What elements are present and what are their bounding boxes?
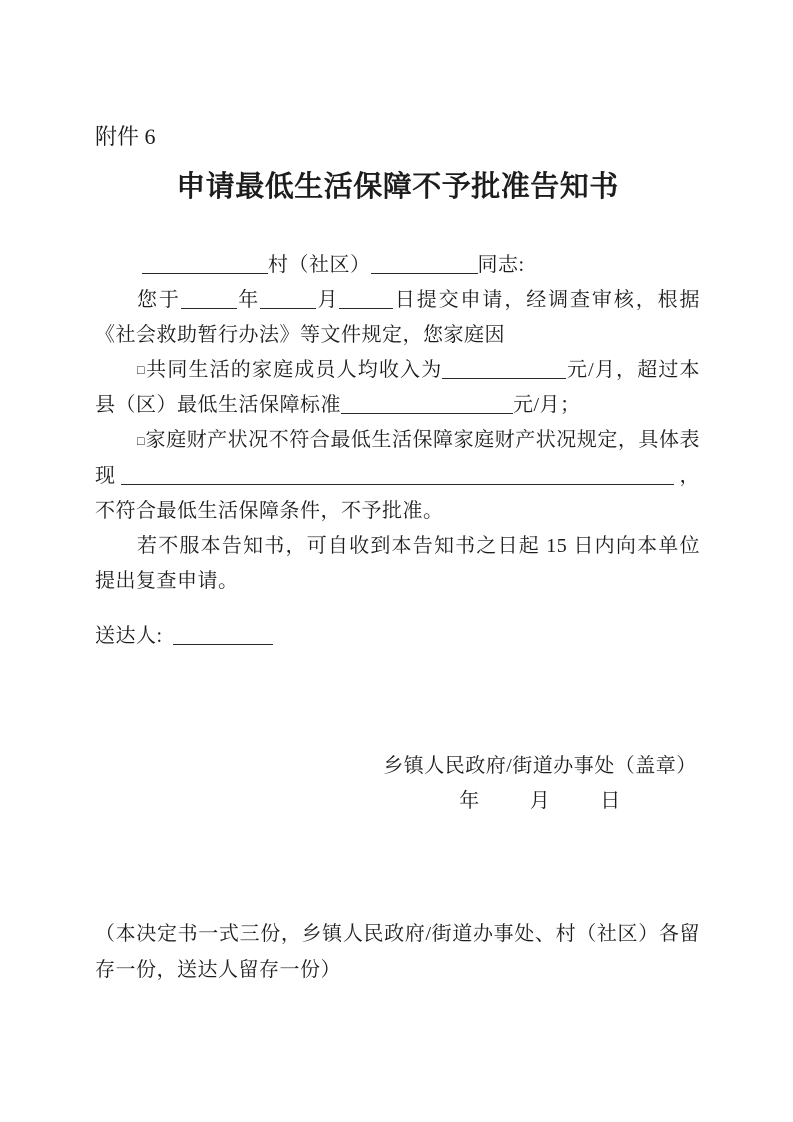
income-option-tail: 元/月；	[513, 394, 581, 417]
month-label: 月	[316, 289, 340, 311]
signature-office-line: 乡镇人民政府/街道办事处（盖章）	[383, 754, 697, 777]
signature-date-line	[380, 784, 700, 819]
deliverer-label: 送达人:	[95, 624, 163, 647]
signature-year-label: 年	[459, 789, 480, 812]
signature-month-label: 月	[529, 789, 551, 812]
attachment-label: 附件 6	[95, 124, 156, 149]
income-option-lead: 共同生活的家庭成员人均收入为	[146, 359, 443, 381]
blank-comrade-name[interactable]	[371, 254, 478, 274]
deliverer-line	[95, 619, 700, 654]
comrade-suffix-label: 同志:	[477, 254, 525, 276]
property-option-lead: 家庭财产状况不符合最低生活保障家庭财产状况规定，具体表现	[95, 429, 701, 487]
property-option-tail: ，不符合最低生活保障条件，不予批准。	[95, 464, 700, 522]
signature-day-label: 日	[600, 789, 621, 812]
blank-year[interactable]	[181, 289, 237, 309]
blank-day[interactable]	[339, 289, 393, 309]
intro-rest: 日提交申请，经调查审核，根据《社会救助暂行办法》等文件规定，您家庭因	[95, 289, 701, 346]
signature-block	[380, 749, 700, 819]
income-option-paragraph	[95, 353, 700, 423]
year-label: 年	[236, 289, 261, 311]
footnote-paragraph: （本决定书一式三份，乡镇人民政府/街道办事处、村（社区）各留存一份，送达人留存一份）	[95, 922, 700, 981]
village-suffix-label: 村（社区）	[268, 254, 371, 276]
blank-village-name[interactable]	[142, 254, 268, 274]
income-option-middle: 元/月，超过本县（区）最低生活保障标准	[95, 359, 701, 417]
checkbox-income-icon[interactable]: □	[137, 363, 146, 378]
blank-income-amount[interactable]	[442, 359, 566, 379]
blank-deliverer-name[interactable]	[173, 625, 273, 645]
blank-standard-amount[interactable]	[341, 394, 513, 414]
intro-prefix: 您于	[137, 289, 181, 311]
document-body	[95, 248, 700, 988]
intro-paragraph	[95, 283, 700, 353]
blank-property-detail[interactable]	[121, 465, 674, 485]
document-title: 申请最低生活保障不予批准告知书	[176, 171, 619, 203]
blank-month[interactable]	[260, 289, 316, 309]
property-option-paragraph	[95, 423, 700, 528]
salutation-line	[95, 248, 700, 283]
appeal-paragraph: 若不服本告知书，可自收到本告知书之日起 15 日内向本单位提出复查申请。	[95, 534, 700, 592]
checkbox-property-icon[interactable]: □	[137, 433, 145, 448]
